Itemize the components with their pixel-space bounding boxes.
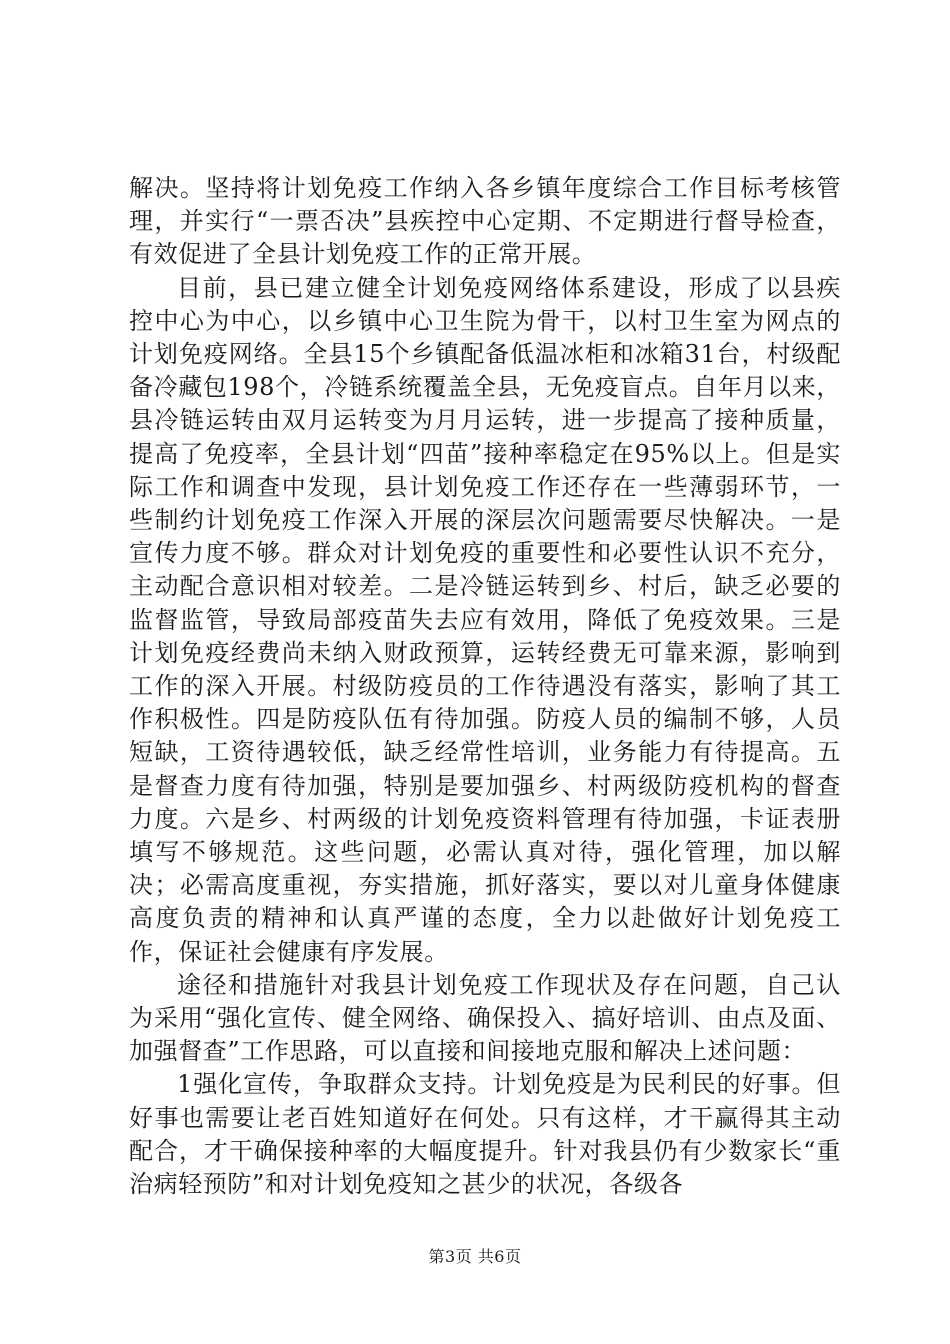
paragraph-4: 1强化宣传，争取群众支持。计划免疫是为民利民的好事。但好事也需要让老百姓知道好在何处。只有这样，才干赢得其主动配合，才干确保接种率的大幅度提升。针对我县仍有少数家长“重治病轻预防”和对计划免疫知之甚少的状况，各级各 xyxy=(129,1070,841,1199)
paragraph-2: 目前，县已建立健全计划免疫网络体系建设，形成了以县疾控中心为中心，以乡镇中心卫生院为骨干，以村卫生室为网点的计划免疫网络。全县15个乡镇配备低温冰柜和冰箱31台，村级配备冷藏包198个，冷链系统覆盖全县，无免疫盲点。自年月以来，县冷链运转由双月运转变为月月运转，进一步提高了接种质量，提高了免疫率，全县计划“四苗”接种率稳定在95%以上。但是实际工作和调查中发现，县计划免疫工作还存在一些薄弱环节，一些制约计划免疫工作深入开展的深层次问题需要尽快解决。一是宣传力度不够。群众对计划免疫的重要性和必要性认识不充分，主动配合意识相对较差。二是冷链运转到乡、村后，缺乏必要的监督监管，导致局部疫苗失去应有效用，降低了免疫效果。三是计划免疫经费尚未纳入财政预算，运转经费无可靠来源，影响到工作的深入开展。村级防疫员的工作待遇没有落实，影响了其工作积极性。四是防疫队伍有待加强。防疫人员的编制不够，人员短缺，工资待遇较低，缺乏经常性培训，业务能力有待提高。五是督查力度有待加强，特别是要加强乡、村两级防疫机构的督查力度。六是乡、村两级的计划免疫资料管理有待加强，卡证表册填写不够规范。这些问题，必需认真对待，强化管理，加以解决；必需高度重视，夯实措施，抓好落实，要以对儿童身体健康高度负责的精神和认真严谨的态度，全力以赴做好计划免疫工作，保证社会健康有序发展。 xyxy=(129,273,841,966)
page-footer: 第3页 共6页 xyxy=(428,1247,522,1266)
paragraph-1: 解决。坚持将计划免疫工作纳入各乡镇年度综合工作目标考核管理，并实行“一票否决”县疾控中心定期、不定期进行督导检查，有效促进了全县计划免疫工作的正常开展。 xyxy=(129,174,841,269)
document-body xyxy=(129,172,841,1201)
paragraph-3: 途径和措施针对我县计划免疫工作现状及存在问题，自己认为采用“强化宣传、健全网络、确保投入、搞好培训、由点及面、加强督查”工作思路，可以直接和间接地克服和解决上述问题： xyxy=(129,970,841,1066)
